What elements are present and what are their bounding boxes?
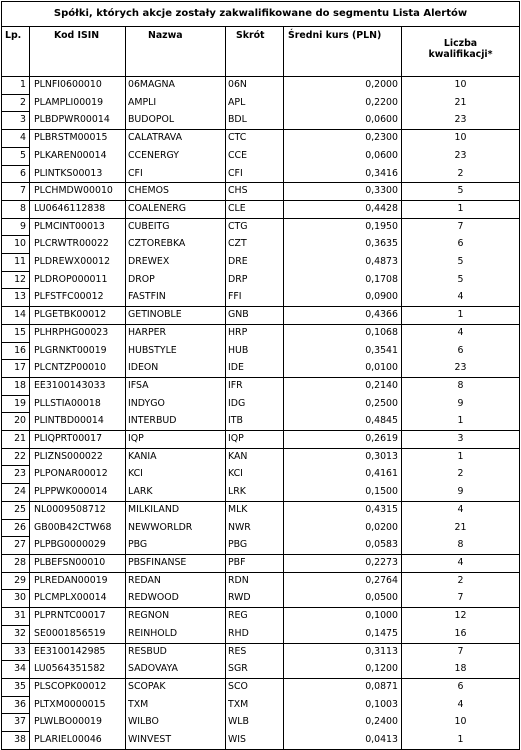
- cell-name: FASTFIN: [126, 289, 226, 307]
- cell-count: 7: [402, 590, 520, 608]
- table-row: [2, 572, 520, 590]
- cell-count: 9: [402, 484, 520, 502]
- cell-price: 0,1500: [284, 484, 402, 502]
- table-row: [2, 590, 520, 608]
- cell-price: 0,1000: [284, 608, 402, 626]
- cell-count: 4: [402, 501, 520, 519]
- cell-isin: PLMCINT00013: [30, 218, 126, 236]
- cell-name: PBSFINANSE: [126, 554, 226, 572]
- cell-symbol: ITB: [226, 413, 284, 431]
- cell-name: CCENERGY: [126, 147, 226, 165]
- cell-name: IDEON: [126, 360, 226, 378]
- cell-isin: PLCMPLX00014: [30, 590, 126, 608]
- cell-lp: 31: [2, 608, 30, 626]
- table-row: [2, 165, 520, 183]
- cell-lp: 9: [2, 218, 30, 236]
- cell-isin: PLDROP000011: [30, 271, 126, 289]
- cell-lp: 13: [2, 289, 30, 307]
- cell-lp: 27: [2, 537, 30, 555]
- cell-name: SCOPAK: [126, 678, 226, 696]
- header-lp: Lp.: [2, 27, 30, 77]
- header-isin: Kod ISIN: [30, 27, 126, 77]
- cell-isin: PLINTBD00014: [30, 413, 126, 431]
- table-row: [2, 431, 520, 449]
- cell-price: 0,0200: [284, 519, 402, 537]
- cell-isin: PLPONAR00012: [30, 466, 126, 484]
- cell-price: 0,4845: [284, 413, 402, 431]
- cell-name: COALENERG: [126, 200, 226, 218]
- cell-lp: 6: [2, 165, 30, 183]
- cell-symbol: CZT: [226, 236, 284, 254]
- cell-count: 6: [402, 342, 520, 360]
- cell-price: 0,1708: [284, 271, 402, 289]
- table-row: [2, 448, 520, 466]
- table-row: [2, 112, 520, 130]
- table-row: [2, 413, 520, 431]
- cell-isin: EE3100143033: [30, 377, 126, 395]
- cell-isin: PLBRSTM00015: [30, 130, 126, 148]
- table-row: [2, 360, 520, 378]
- cell-count: 6: [402, 236, 520, 254]
- cell-price: 0,2764: [284, 572, 402, 590]
- cell-symbol: HUB: [226, 342, 284, 360]
- cell-name: IQP: [126, 431, 226, 449]
- cell-name: BUDOPOL: [126, 112, 226, 130]
- cell-lp: 28: [2, 554, 30, 572]
- cell-symbol: KCI: [226, 466, 284, 484]
- cell-price: 0,2400: [284, 714, 402, 732]
- cell-symbol: IDG: [226, 395, 284, 413]
- cell-symbol: SCO: [226, 678, 284, 696]
- cell-count: 23: [402, 112, 520, 130]
- cell-name: CFI: [126, 165, 226, 183]
- cell-count: 1: [402, 200, 520, 218]
- cell-count: 10: [402, 714, 520, 732]
- cell-symbol: RDN: [226, 572, 284, 590]
- cell-lp: 11: [2, 254, 30, 272]
- cell-symbol: 06N: [226, 77, 284, 95]
- cell-symbol: WIS: [226, 732, 284, 750]
- cell-name: IFSA: [126, 377, 226, 395]
- cell-lp: 5: [2, 147, 30, 165]
- cell-price: 0,3300: [284, 183, 402, 201]
- cell-count: 1: [402, 307, 520, 325]
- cell-lp: 23: [2, 466, 30, 484]
- table-title: Spółki, których akcje zostały zakwalifikowane do segmentu Lista Alertów: [2, 2, 520, 27]
- cell-name: WINVEST: [126, 732, 226, 750]
- cell-count: 5: [402, 183, 520, 201]
- cell-name: MILKILAND: [126, 501, 226, 519]
- table-row: [2, 377, 520, 395]
- cell-symbol: TXM: [226, 696, 284, 714]
- cell-symbol: PBF: [226, 554, 284, 572]
- cell-price: 0,4873: [284, 254, 402, 272]
- cell-name: DROP: [126, 271, 226, 289]
- cell-isin: LU0646112838: [30, 200, 126, 218]
- table-row: [2, 218, 520, 236]
- cell-isin: PLPRNTC00017: [30, 608, 126, 626]
- cell-symbol: RES: [226, 643, 284, 661]
- cell-price: 0,2200: [284, 94, 402, 112]
- cell-isin: PLBDPWR00014: [30, 112, 126, 130]
- cell-price: 0,2273: [284, 554, 402, 572]
- table-row: [2, 324, 520, 342]
- cell-name: PBG: [126, 537, 226, 555]
- cell-isin: PLPPWK000014: [30, 484, 126, 502]
- cell-price: 0,0500: [284, 590, 402, 608]
- table-row: [2, 271, 520, 289]
- cell-name: CZTOREBKA: [126, 236, 226, 254]
- cell-count: 1: [402, 448, 520, 466]
- cell-price: 0,3013: [284, 448, 402, 466]
- cell-isin: PLLSTIA00018: [30, 395, 126, 413]
- cell-symbol: CCE: [226, 147, 284, 165]
- cell-lp: 1: [2, 77, 30, 95]
- cell-lp: 20: [2, 413, 30, 431]
- cell-count: 16: [402, 625, 520, 643]
- cell-isin: PLPBG0000029: [30, 537, 126, 555]
- cell-lp: 12: [2, 271, 30, 289]
- cell-price: 0,2300: [284, 130, 402, 148]
- cell-count: 2: [402, 572, 520, 590]
- table-row: [2, 625, 520, 643]
- header-row: [2, 27, 520, 77]
- cell-name: GETINOBLE: [126, 307, 226, 325]
- cell-symbol: PBG: [226, 537, 284, 555]
- table-row: [2, 643, 520, 661]
- cell-price: 0,2619: [284, 431, 402, 449]
- cell-isin: PLGETBK00012: [30, 307, 126, 325]
- cell-isin: PLWLBO00019: [30, 714, 126, 732]
- cell-name: TXM: [126, 696, 226, 714]
- table-row: [2, 307, 520, 325]
- cell-symbol: NWR: [226, 519, 284, 537]
- cell-price: 0,0600: [284, 147, 402, 165]
- cell-count: 4: [402, 289, 520, 307]
- table-row: [2, 696, 520, 714]
- table-row: [2, 130, 520, 148]
- cell-count: 7: [402, 643, 520, 661]
- cell-symbol: DRE: [226, 254, 284, 272]
- cell-price: 0,3416: [284, 165, 402, 183]
- alert-list-table: [1, 1, 520, 750]
- cell-count: 7: [402, 218, 520, 236]
- cell-count: 2: [402, 165, 520, 183]
- cell-lp: 25: [2, 501, 30, 519]
- cell-symbol: FFI: [226, 289, 284, 307]
- table-row: [2, 714, 520, 732]
- cell-symbol: CTC: [226, 130, 284, 148]
- cell-isin: LU0564351582: [30, 661, 126, 679]
- cell-count: 21: [402, 519, 520, 537]
- table-row: [2, 289, 520, 307]
- cell-name: KANIA: [126, 448, 226, 466]
- cell-isin: PLTXM0000015: [30, 696, 126, 714]
- table-row: [2, 183, 520, 201]
- cell-price: 0,3113: [284, 643, 402, 661]
- table-row: [2, 254, 520, 272]
- cell-lp: 37: [2, 714, 30, 732]
- cell-price: 0,1475: [284, 625, 402, 643]
- cell-price: 0,3635: [284, 236, 402, 254]
- cell-lp: 16: [2, 342, 30, 360]
- cell-isin: PLDREWX00012: [30, 254, 126, 272]
- cell-lp: 17: [2, 360, 30, 378]
- cell-symbol: CFI: [226, 165, 284, 183]
- cell-isin: PLGRNKT00019: [30, 342, 126, 360]
- cell-lp: 34: [2, 661, 30, 679]
- cell-isin: PLNFI0600010: [30, 77, 126, 95]
- cell-lp: 26: [2, 519, 30, 537]
- cell-lp: 10: [2, 236, 30, 254]
- cell-isin: PLKAREN00014: [30, 147, 126, 165]
- cell-name: DREWEX: [126, 254, 226, 272]
- table-row: [2, 501, 520, 519]
- alert-list-document: [1, 1, 520, 750]
- cell-symbol: CLE: [226, 200, 284, 218]
- cell-lp: 29: [2, 572, 30, 590]
- cell-count: 1: [402, 413, 520, 431]
- header-symbol: Skrót: [226, 27, 284, 77]
- cell-price: 0,1068: [284, 324, 402, 342]
- cell-lp: 15: [2, 324, 30, 342]
- table-row: [2, 519, 520, 537]
- cell-count: 4: [402, 696, 520, 714]
- cell-isin: PLREDAN00019: [30, 572, 126, 590]
- cell-isin: PLARIEL00046: [30, 732, 126, 750]
- cell-isin: PLIZNS000022: [30, 448, 126, 466]
- cell-lp: 21: [2, 431, 30, 449]
- cell-isin: PLINTKS00013: [30, 165, 126, 183]
- cell-symbol: CTG: [226, 218, 284, 236]
- cell-lp: 30: [2, 590, 30, 608]
- cell-lp: 14: [2, 307, 30, 325]
- cell-price: 0,4161: [284, 466, 402, 484]
- cell-lp: 33: [2, 643, 30, 661]
- cell-price: 0,4315: [284, 501, 402, 519]
- cell-count: 1: [402, 732, 520, 750]
- cell-isin: PLHRPHG00023: [30, 324, 126, 342]
- cell-lp: 35: [2, 678, 30, 696]
- cell-lp: 3: [2, 112, 30, 130]
- cell-symbol: RHD: [226, 625, 284, 643]
- cell-price: 0,0871: [284, 678, 402, 696]
- cell-name: REGNON: [126, 608, 226, 626]
- cell-name: CHEMOS: [126, 183, 226, 201]
- header-count-line1: Liczba: [443, 38, 478, 49]
- cell-name: REDWOOD: [126, 590, 226, 608]
- cell-name: REDAN: [126, 572, 226, 590]
- cell-symbol: GNB: [226, 307, 284, 325]
- cell-lp: 7: [2, 183, 30, 201]
- cell-lp: 18: [2, 377, 30, 395]
- cell-price: 0,2140: [284, 377, 402, 395]
- cell-name: WILBO: [126, 714, 226, 732]
- cell-price: 0,1200: [284, 661, 402, 679]
- table-row: [2, 537, 520, 555]
- cell-name: REINHOLD: [126, 625, 226, 643]
- table-row: [2, 466, 520, 484]
- cell-count: 12: [402, 608, 520, 626]
- cell-count: 2: [402, 466, 520, 484]
- header-count-line2: kwalifikacji*: [428, 49, 493, 60]
- cell-count: 4: [402, 324, 520, 342]
- cell-isin: PLCHMDW00010: [30, 183, 126, 201]
- cell-price: 0,1950: [284, 218, 402, 236]
- cell-symbol: DRP: [226, 271, 284, 289]
- table-row: [2, 236, 520, 254]
- cell-symbol: IQP: [226, 431, 284, 449]
- cell-symbol: RWD: [226, 590, 284, 608]
- cell-price: 0,4366: [284, 307, 402, 325]
- cell-name: CALATRAVA: [126, 130, 226, 148]
- cell-lp: 32: [2, 625, 30, 643]
- cell-symbol: WLB: [226, 714, 284, 732]
- table-row: [2, 395, 520, 413]
- cell-isin: PLBEFSN00010: [30, 554, 126, 572]
- cell-symbol: IDE: [226, 360, 284, 378]
- cell-price: 0,0583: [284, 537, 402, 555]
- cell-count: 4: [402, 554, 520, 572]
- cell-count: 23: [402, 360, 520, 378]
- cell-symbol: MLK: [226, 501, 284, 519]
- table-row: [2, 554, 520, 572]
- header-name: Nazwa: [126, 27, 226, 77]
- cell-count: 10: [402, 130, 520, 148]
- cell-name: AMPLI: [126, 94, 226, 112]
- header-count: [402, 27, 520, 77]
- table-row: [2, 608, 520, 626]
- cell-count: 18: [402, 661, 520, 679]
- cell-isin: EE3100142985: [30, 643, 126, 661]
- cell-isin: NL0009508712: [30, 501, 126, 519]
- cell-name: RESBUD: [126, 643, 226, 661]
- header-price: Średni kurs (PLN): [284, 27, 402, 77]
- cell-lp: 36: [2, 696, 30, 714]
- cell-lp: 24: [2, 484, 30, 502]
- cell-symbol: APL: [226, 94, 284, 112]
- cell-name: INDYGO: [126, 395, 226, 413]
- cell-price: 0,0900: [284, 289, 402, 307]
- cell-lp: 4: [2, 130, 30, 148]
- cell-price: 0,2500: [284, 395, 402, 413]
- cell-name: SADOVAYA: [126, 661, 226, 679]
- cell-name: HUBSTYLE: [126, 342, 226, 360]
- cell-lp: 8: [2, 200, 30, 218]
- cell-lp: 19: [2, 395, 30, 413]
- cell-symbol: HRP: [226, 324, 284, 342]
- cell-price: 0,3541: [284, 342, 402, 360]
- cell-price: 0,0600: [284, 112, 402, 130]
- cell-symbol: REG: [226, 608, 284, 626]
- cell-name: INTERBUD: [126, 413, 226, 431]
- cell-count: 6: [402, 678, 520, 696]
- cell-price: 0,0413: [284, 732, 402, 750]
- cell-name: CUBEITG: [126, 218, 226, 236]
- cell-isin: PLSCOPK00012: [30, 678, 126, 696]
- cell-name: NEWWORLDR: [126, 519, 226, 537]
- cell-count: 9: [402, 395, 520, 413]
- cell-count: 23: [402, 147, 520, 165]
- cell-price: 0,2000: [284, 77, 402, 95]
- table-row: [2, 200, 520, 218]
- cell-name: KCI: [126, 466, 226, 484]
- cell-isin: GB00B42CTW68: [30, 519, 126, 537]
- cell-isin: PLFSTFC00012: [30, 289, 126, 307]
- cell-symbol: IFR: [226, 377, 284, 395]
- table-row: [2, 678, 520, 696]
- cell-name: 06MAGNA: [126, 77, 226, 95]
- cell-symbol: LRK: [226, 484, 284, 502]
- cell-price: 0,4428: [284, 200, 402, 218]
- cell-lp: 2: [2, 94, 30, 112]
- table-row: [2, 661, 520, 679]
- table-row: [2, 94, 520, 112]
- cell-name: HARPER: [126, 324, 226, 342]
- cell-isin: PLIQPRT00017: [30, 431, 126, 449]
- cell-isin: PLCNTZP00010: [30, 360, 126, 378]
- cell-count: 8: [402, 537, 520, 555]
- cell-lp: 22: [2, 448, 30, 466]
- cell-price: 0,1003: [284, 696, 402, 714]
- table-row: [2, 77, 520, 95]
- cell-count: 3: [402, 431, 520, 449]
- cell-isin: PLCRWTR00022: [30, 236, 126, 254]
- cell-count: 5: [402, 254, 520, 272]
- cell-symbol: KAN: [226, 448, 284, 466]
- table-row: [2, 342, 520, 360]
- cell-symbol: CHS: [226, 183, 284, 201]
- cell-symbol: SGR: [226, 661, 284, 679]
- cell-name: LARK: [126, 484, 226, 502]
- table-row: [2, 147, 520, 165]
- cell-price: 0,0100: [284, 360, 402, 378]
- cell-isin: SE0001856519: [30, 625, 126, 643]
- table-row: [2, 484, 520, 502]
- cell-symbol: BDL: [226, 112, 284, 130]
- cell-lp: 38: [2, 732, 30, 750]
- table-body: [2, 77, 520, 750]
- cell-count: 21: [402, 94, 520, 112]
- cell-count: 5: [402, 271, 520, 289]
- table-row: [2, 732, 520, 750]
- cell-isin: PLAMPLI00019: [30, 94, 126, 112]
- cell-count: 10: [402, 77, 520, 95]
- cell-count: 8: [402, 377, 520, 395]
